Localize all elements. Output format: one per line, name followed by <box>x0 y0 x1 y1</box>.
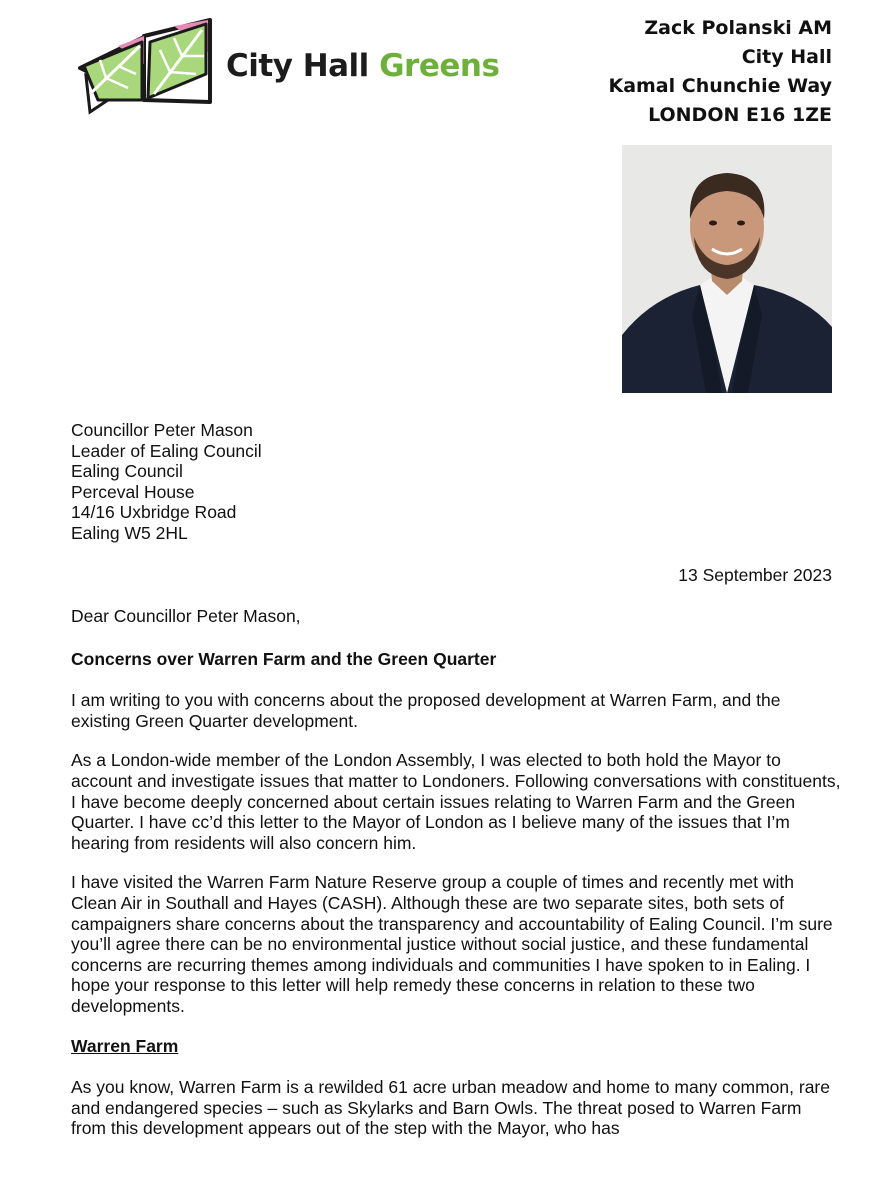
body-paragraph: As a London-wide member of the London Assembly, I was elected to both hold the Mayor to account and investigate issues that matter to Londoners. Following conversations with constituents, I have become deeply concerned about certain issues relating to Warren Farm and the Green Quarter. I have cc’d this letter to the Mayor of London as I believe many of the issues that I’m hearing from residents will also concern him. <box>71 750 841 853</box>
city-hall-greens-logo-icon <box>78 16 212 120</box>
body-paragraph: As you know, Warren Farm is a rewilded 61 acre urban meadow and home to many common, rare and endangered species – such as Skylarks and Barn Owls. The threat posed to Warren Farm from this development appears out of the step with the Mayor, who has <box>71 1077 830 1139</box>
recipient-line: Perceval House <box>71 481 195 502</box>
portrait-photo <box>622 145 832 393</box>
sender-street: Kamal Chunchie Way <box>608 75 832 97</box>
sender-name: Zack Polanski AM <box>644 17 832 39</box>
recipient-line: Councillor Peter Mason <box>71 420 253 440</box>
logo-text-greens: Greens <box>379 48 500 84</box>
recipient-address <box>71 420 262 544</box>
subject-line: Concerns over Warren Farm and the Green Quarter <box>71 648 497 669</box>
recipient-line: Leader of Ealing Council <box>71 440 262 461</box>
sender-building: City Hall <box>741 46 832 68</box>
sender-city-postcode: LONDON E16 1ZE <box>648 104 832 126</box>
recipient-line: Ealing W5 2HL <box>71 522 188 543</box>
logo-text-city-hall: City Hall <box>226 48 369 84</box>
letter-body <box>71 606 841 1158</box>
section-heading: Warren Farm <box>71 1035 179 1056</box>
sender-address <box>608 14 832 130</box>
recipient-line: 14/16 Uxbridge Road <box>71 502 237 523</box>
letter-date: 13 September 2023 <box>678 565 832 585</box>
body-paragraph: I have visited the Warren Farm Nature Reserve group a couple of times and recently met with Clean Air in Southall and Hayes (CASH). Although these are two separate sites, both sets of campaigners share concerns about the transparency and accountability of Ealing Council. I’m sure you’ll agree there can be no environmental justice without social justice, and these fundamental concerns are recurring themes among individuals and communities I have spoken to in Ealing. I hope your response to this letter will help remedy these concerns in relation to these two developments. <box>71 872 833 1016</box>
body-paragraph: I am writing to you with concerns about the proposed development at Warren Farm, and the existing Green Quarter development. <box>71 690 781 731</box>
logo-wordmark <box>226 48 499 84</box>
salutation: Dear Councillor Peter Mason, <box>71 606 301 626</box>
portrait-photo-icon <box>622 145 832 393</box>
recipient-line: Ealing Council <box>71 461 183 482</box>
